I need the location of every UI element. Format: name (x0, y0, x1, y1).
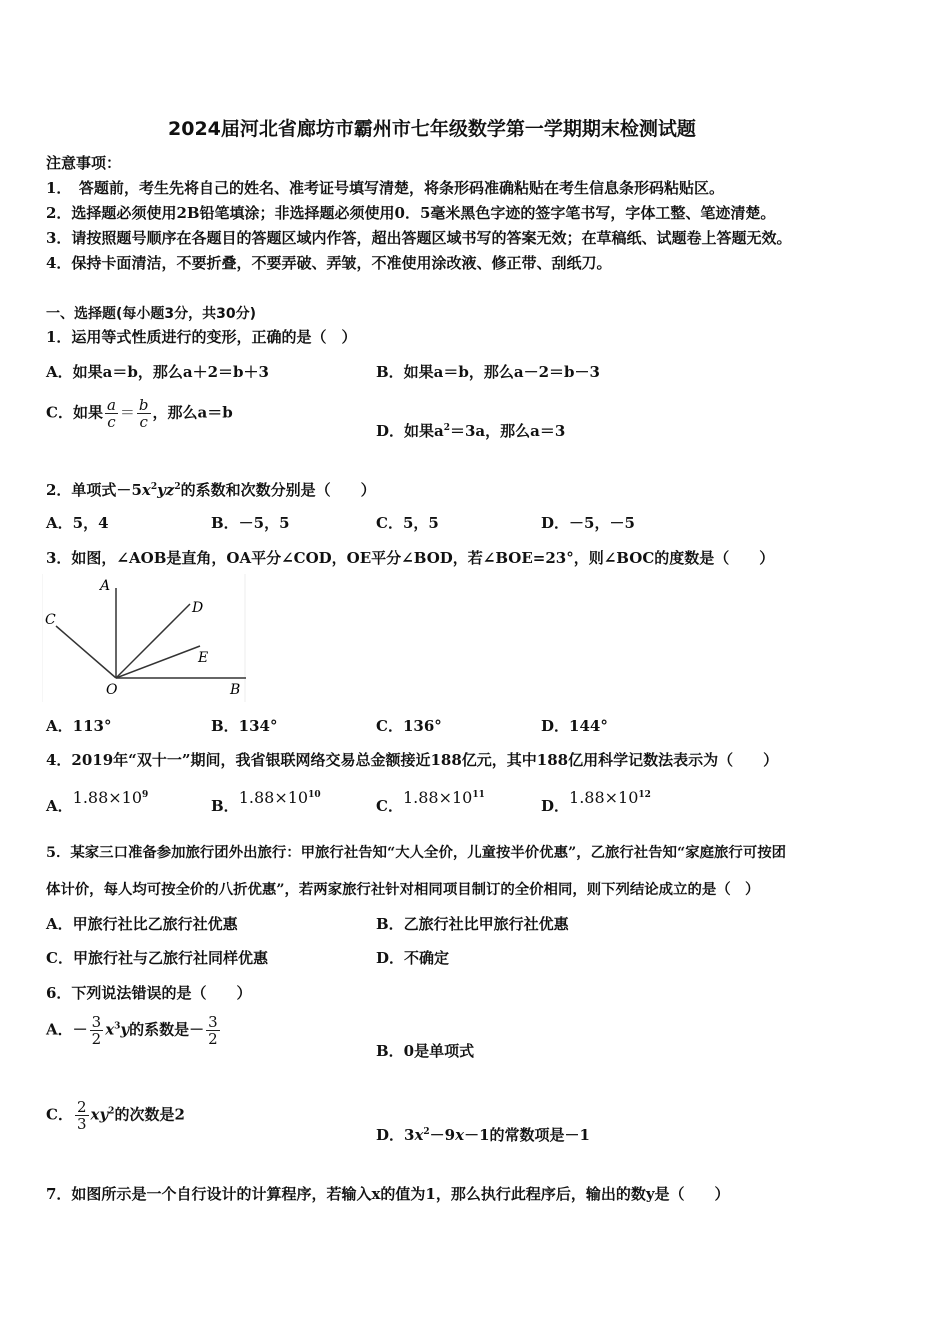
q6-option-b: B．0是单项式 (376, 1042, 475, 1060)
q4-option-b: B．$1.88\times 10^{10}$ (211, 788, 321, 815)
fraction-a-over-c: $\frac{a}{c}$ (106, 396, 116, 431)
q5-option-a: A．甲旅行社比乙旅行社优惠 (46, 915, 238, 933)
point-label-c: C (45, 612, 56, 628)
question-1-stem: 1．运用等式性质进行的变形，正确的是（ ） (46, 328, 357, 346)
question-7-stem: 7．如图所示是一个自行设计的计算程序，若输入x的值为1，那么执行此程序后，输出的数y是（ ） (46, 1185, 730, 1203)
q1-option-a: A．如果a＝b，那么a＋2＝b＋3 (46, 363, 269, 381)
question-3-stem: 3．如图，∠AOB是直角，OA平分∠COD，OE平分∠BOD，若∠BOE=23°，则∠BOC的度数是（ ） (46, 549, 775, 567)
notice-item: 3．请按照题号顺序在各题目的答题区域内作答，超出答题区域书写的答案无效；在草稿纸、试题卷上答题无效。 (46, 229, 792, 247)
q6-option-c: C． $\frac{2}{3}$ $xy^2$的次数是2 (46, 1098, 185, 1133)
point-label-d: D (192, 600, 204, 616)
page-title: 2024届河北省廊坊市霸州市七年级数学第一学期期末检测试题 (168, 118, 696, 140)
fraction-3-over-2: $\frac{3}{2}$ (91, 1013, 102, 1048)
q2-option-d: D．－5，－5 (541, 514, 635, 532)
notice-item: 2．选择题必须使用2B铅笔填涂；非选择题必须使用0．5毫米黑色字迹的签字笔书写，字体工整、笔迹清楚。 (46, 204, 776, 222)
point-label-o: O (106, 682, 118, 698)
q1-c-suffix: ，那么a＝b (152, 403, 233, 422)
q3-option-b: B．134° (211, 717, 278, 735)
question-5-stem-line1: 5．某家三口准备参加旅行团外出旅行：甲旅行社告知“大人全价，儿童按半价优惠”，乙旅行社告知“家庭旅行可按团 (46, 844, 786, 861)
q5-option-d: D．不确定 (376, 949, 450, 967)
point-label-a: A (100, 578, 111, 594)
point-label-b: B (230, 682, 241, 698)
ray-oc (56, 626, 116, 678)
q2-option-b: B．－5，5 (211, 514, 290, 532)
q1-c-prefix: C．如果 (46, 403, 103, 422)
ray-od (116, 604, 190, 678)
q1-c-eq: ＝ (119, 403, 135, 422)
q3-option-c: C．136° (376, 717, 442, 735)
section-heading: 一、选择题(每小题3分，共30分) (46, 306, 257, 322)
q2-option-c: C．5，5 (376, 514, 439, 532)
q4-option-a: A．$1.88\times 10^9$ (46, 788, 149, 815)
notice-heading: 注意事项： (46, 154, 122, 172)
q1-option-b: B．如果a＝b，那么a－2＝b－3 (376, 363, 600, 381)
q2-option-a: A．5，4 (46, 514, 109, 532)
question-6-stem: 6．下列说法错误的是（ ） (46, 984, 252, 1002)
question-5-stem-line2: 体计价，每人均可按全价的八折优惠”，若两家旅行社针对相同项目制订的全价相同，则下列结论成立的是（ ） (46, 881, 760, 898)
q5-option-c: C．甲旅行社与乙旅行社同样优惠 (46, 949, 268, 967)
fraction-2-over-3: $\frac{2}{3}$ (76, 1098, 87, 1133)
question-4-stem: 4．2019年“双十一”期间，我省银联网络交易总金额接近188亿元，其中188亿用科学记数法表示为（ ） (46, 751, 779, 769)
notice-item: 1． 答题前，考生先将自己的姓名、准考证号填写清楚，将条形码准确粘贴在考生信息条形码粘贴区。 (46, 179, 724, 197)
q1-option-c (46, 397, 233, 430)
notice-item: 4．保持卡面清洁，不要折叠，不要弄破、弄皱，不准使用涂改液、修正带、刮纸刀。 (46, 254, 612, 272)
q6-option-a: A．－ $\frac{3}{2}$ $x^3y$的系数是－ $\frac{3}{2}$ (46, 1013, 218, 1048)
q4-option-c: C．$1.88\times 10^{11}$ (376, 788, 485, 815)
fraction-3-over-2: $\frac{3}{2}$ (208, 1013, 218, 1048)
question-2-stem: 2．单项式$-5x^2yz^2$的系数和次数分别是（ ） (46, 481, 376, 499)
fraction-b-over-c: $\frac{b}{c}$ (138, 396, 149, 431)
angle-diagram (42, 574, 252, 702)
point-label-e: E (198, 650, 209, 666)
ray-oe (116, 646, 200, 678)
q1-option-d: D．如果$a^2=3a$，那么a＝3 (376, 422, 566, 440)
q5-option-b: B．乙旅行社比甲旅行社优惠 (376, 915, 569, 933)
q3-option-a: A．113° (46, 717, 112, 735)
q6-option-d: D．$3x^2-9x-1$的常数项是－1 (376, 1126, 590, 1144)
q4-option-d: D．$1.88\times 10^{12}$ (541, 788, 651, 815)
q3-option-d: D．144° (541, 717, 608, 735)
